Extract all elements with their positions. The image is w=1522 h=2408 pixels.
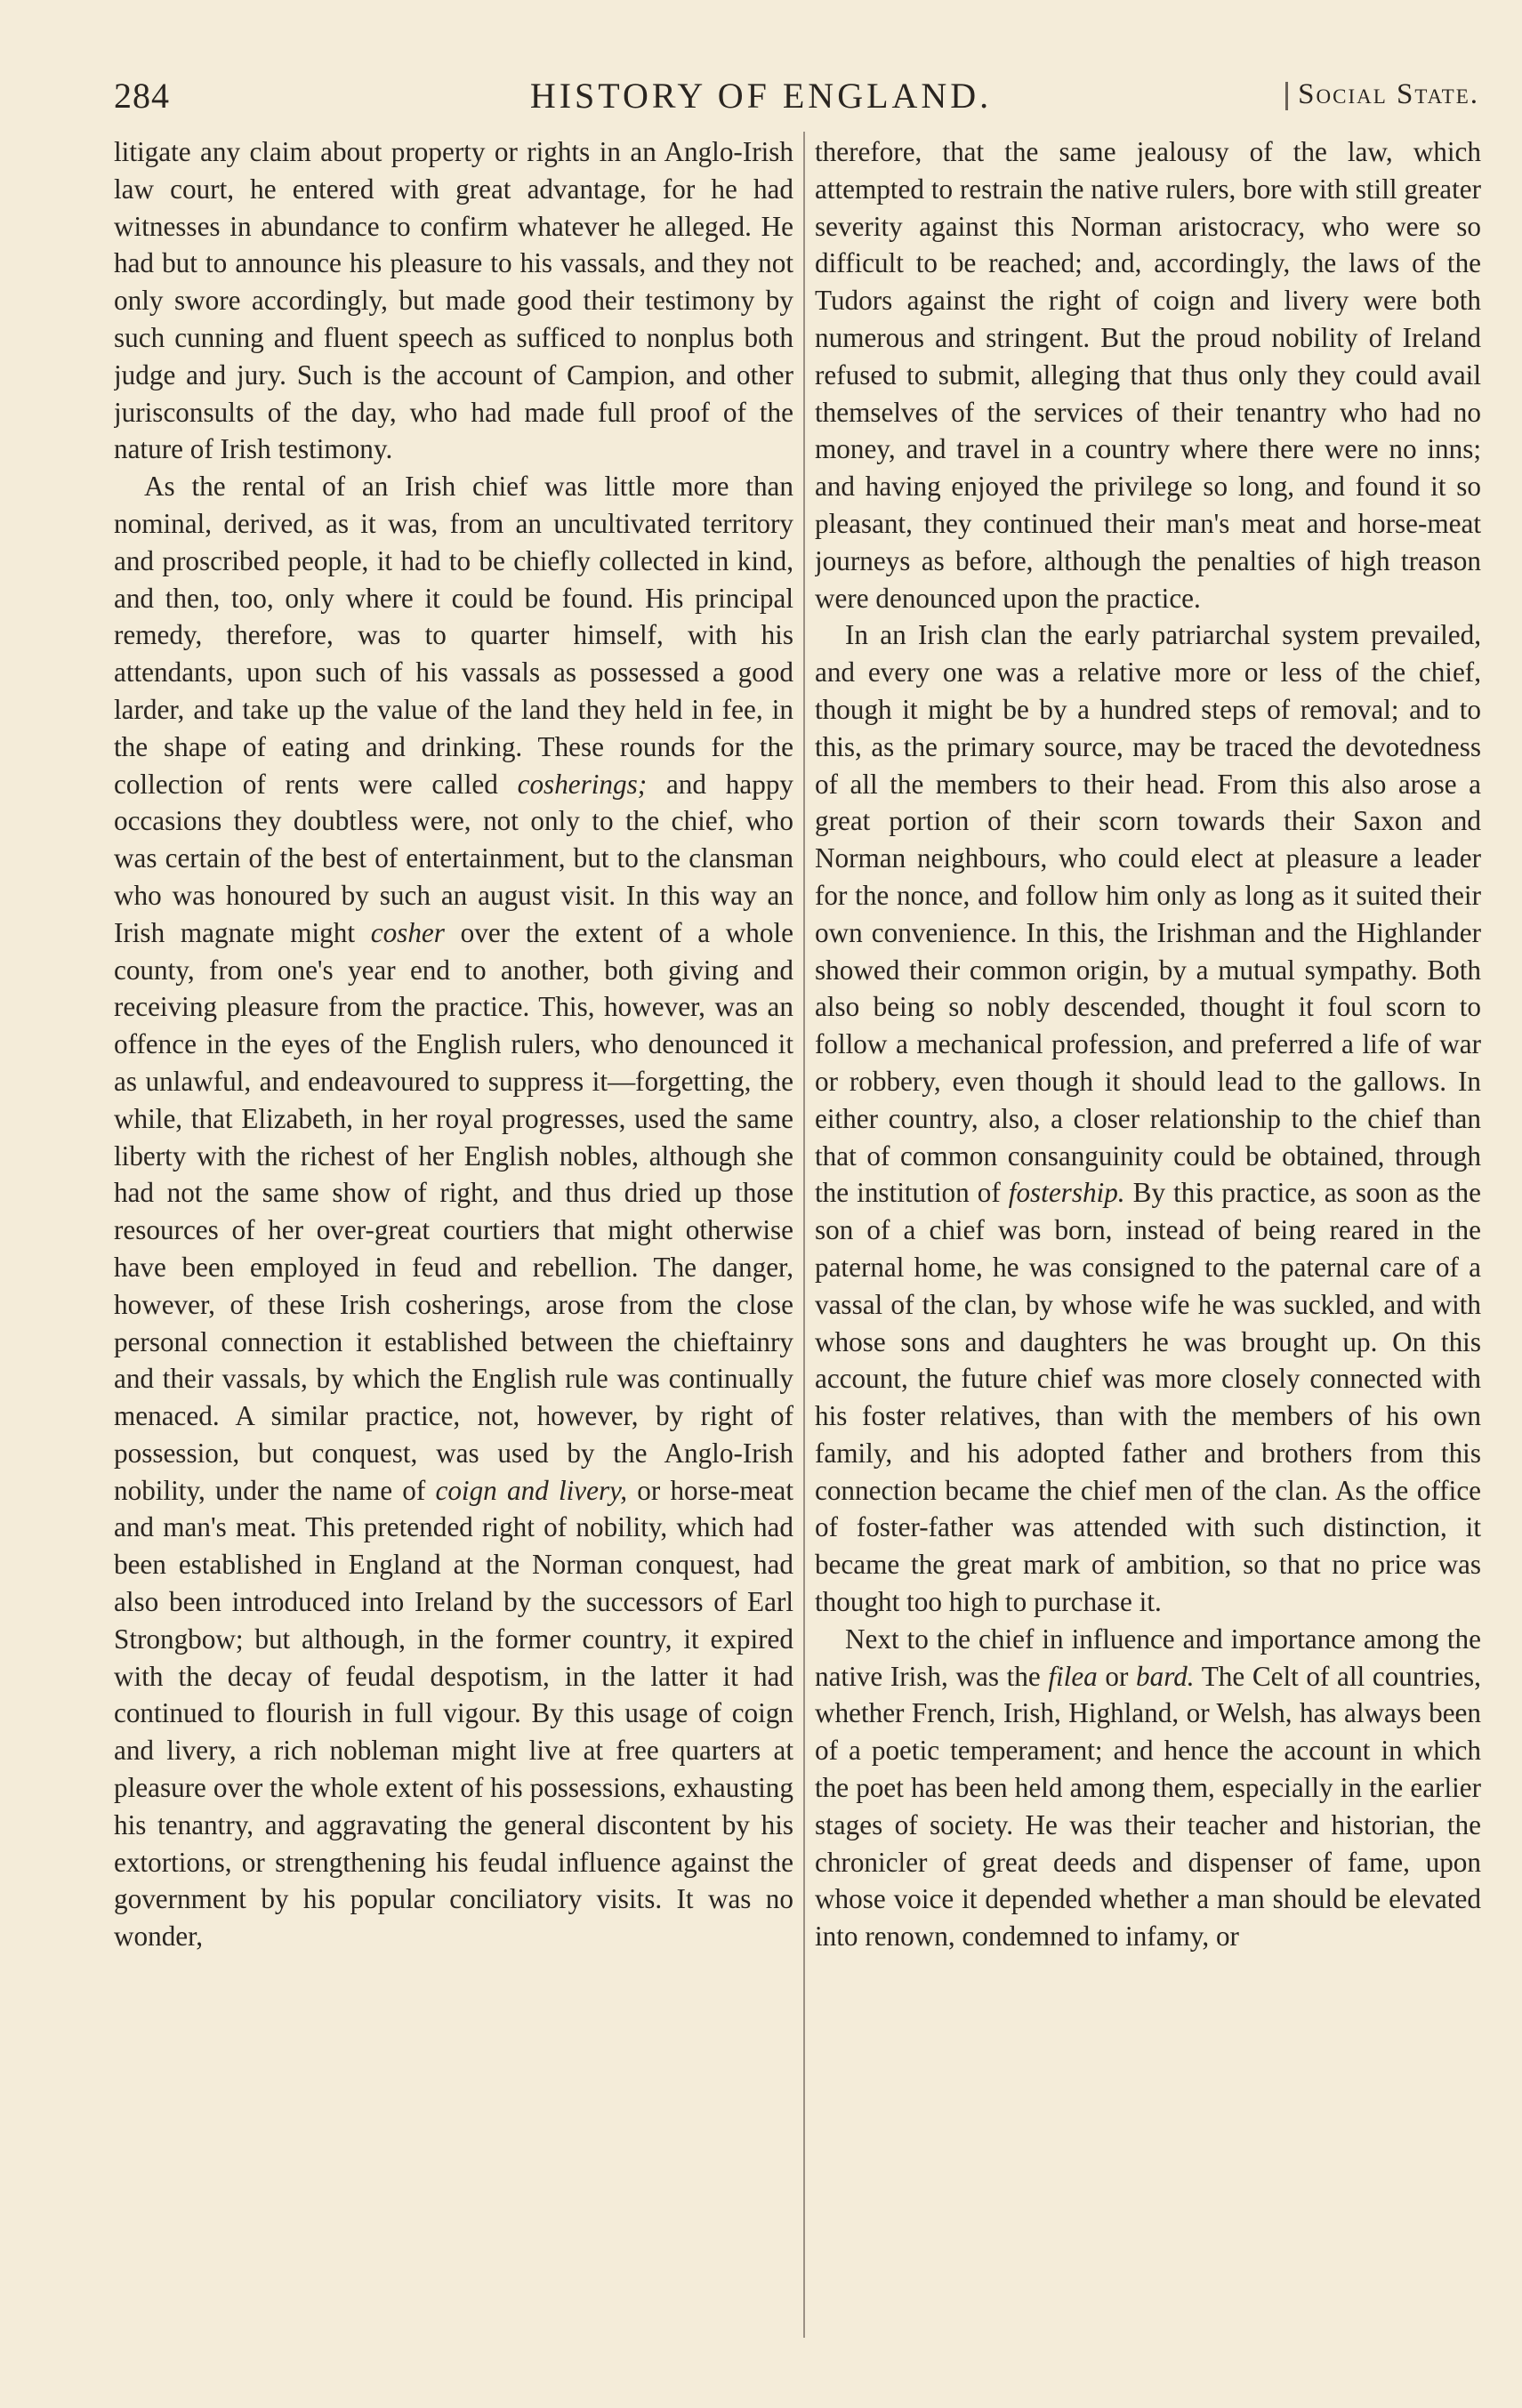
paragraph-text: or — [1097, 1660, 1137, 1692]
paragraph — [815, 1621, 1481, 1955]
section-title: Social State. — [1298, 78, 1479, 110]
italic-term: coign and livery, — [435, 1474, 628, 1506]
italic-term: cosher — [370, 916, 445, 948]
paragraph-text: therefore, that the same jealousy of the law, which attempted to restrain the native rulers, bore with still greater severity against this Norman aristocracy, who were so difficult to be reached; and, accordingly, the laws of the Tudors against the right of coign and livery were both numerous and stringent. But the proud nobility of Ireland refused to submit, alleging that thus only they could avail themselves of the services of their tenantry who had no money, and travel in a country where there were no inns; and having enjoyed the privilege so long, and found it so pleasant, they continued their man's meat and horse-meat journeys as before, although the penalties of high treason were denounced upon the practice. — [815, 136, 1481, 614]
italic-term: fostership. — [1008, 1177, 1125, 1209]
column-divider — [803, 132, 805, 2338]
paragraph — [815, 616, 1481, 1621]
paragraph-text: By this practice, as soon as the son of a chief was born, instead of being reared in the paternal home, he was consigned to the paternal care of a vassal of the clan, by whose wife he was suckled, and with whose sons and daughters he was brought up. On this account, the future chief was more closely connected with his foster relatives, than with the members of his own family, and his adopted father and brothers from this connection became the chief men of the clan. As the office of foster-father was attended with such distinction, it became the great mark of ambition, so that no price was thought too high to purchase it. — [815, 1177, 1481, 1618]
paragraph-text: In an Irish clan the early patriarchal system prevailed, and every one was a relative more or less of the chief, though it might be by a hundred steps of removal; and to this, as the primary source, may be traced the devotedness of all the members to their head. From this also arose a great portion of their scorn towards their Saxon and Norman neighbours, who could elect at pleasure a leader for the nonce, and follow him only as long as it suited their own convenience. In this, the Irishman and the Highlander showed their common origin, by a mutual sympathy. Both also being so nobly descended, thought it foul scorn to follow a mechanical profession, and preferred a life of war or robbery, even though it should lead to the gallows. In either country, also, a closer relationship to the chief than that of common consanguinity could be obtained, through the institution of — [815, 619, 1481, 1209]
running-header — [0, 64, 1522, 117]
right-column — [815, 133, 1481, 2340]
paragraph — [815, 133, 1481, 616]
italic-term: filea — [1048, 1660, 1098, 1692]
paragraph — [114, 133, 793, 468]
running-title: HISTORY OF ENGLAND. — [529, 76, 993, 116]
italic-term: cosherings; — [517, 768, 648, 800]
paragraph-text: over the extent of a whole county, from one's year end to another, both giving and receiving pleasure from the practice. This, however, was an offence in the eyes of the English rulers, who denounced it as unlawful, and endeavoured to suppress it—forgetting, the while, that Elizabeth, in her royal progresses, used the same liberty with the richest of her English nobles, although she had not the same show of right, and thus dried up those resources of her over-great courtiers that might otherwise have been employed in feud and rebellion. The danger, however, of these Irish cosherings, arose from the close personal connection it established between the chieftainry and their vassals, by which the English rule was continually menaced. A similar practice, not, however, by right of possession, but conquest, was used by the Anglo-Irish nobility, under the name of — [114, 916, 793, 1506]
paragraph-text: or horse-meat and man's meat. This pretended right of nobility, which had been established in England at the Norman conquest, had also been introduced into Ireland by the successors of Earl Strongbow; but although, in the former country, it expired with the decay of feudal despotism, in the latter it had continued to flourish in full vigour. By this usage of coign and livery, a rich nobleman might live at free quarters at pleasure over the whole extent of his possessions, exhausting his tenantry, and aggravating the general discontent by his extortions, or strengthening his feudal influence against the government by his popular conciliatory visits. It was no wonder, — [114, 1474, 793, 1953]
italic-term: bard. — [1136, 1660, 1195, 1692]
paragraph-text: Next to the chief in influence and importance among the native Irish, was the — [815, 1623, 1481, 1692]
paragraph — [114, 468, 793, 1955]
paragraph-text: litigate any claim about property or rights in an Anglo-Irish law court, he entered with great advantage, for he had witnesses in abundance to confirm whatever he alleged. He had but to announce his pleasure to his vassals, and they not only swore accordingly, but made good their testimony by such cunning and fluent speech as sufficed to nonplus both judge and jury. Such is the account of Campion, and other jurisconsults of the day, who had made full proof of the nature of Irish testimony. — [114, 136, 793, 465]
paragraph-text: As the rental of an Irish chief was little more than nominal, derived, as it was, from an uncultivated territory and proscribed people, it had to be chiefly collected in kind, and then, too, only where it could be found. His principal remedy, therefore, was to quarter himself, with his attendants, upon such of his vassals as possessed a good larder, and take up the value of the land they held in fee, in the shape of eating and drinking. These rounds for the collection of rents were called — [114, 471, 793, 800]
left-column — [114, 133, 793, 2340]
paragraph-text: The Celt of all countries, whether French, Irish, Highland, or Welsh, has always been of a poetic temperament; and hence the account in which the poet has been held among them, especially in the earlier stages of society. He was their teacher and historian, the chronicler of great deeds and dispenser of fame, upon whose voice it depended whether a man should be elevated into renown, condemned to infamy, or — [815, 1660, 1481, 1953]
paragraph-text: and happy occasions they doubtless were, not only to the chief, who was certain of the best of entertainment, but to the clansman who was honoured by such an august visit. In this way an Irish magnate might — [114, 768, 793, 948]
page-number: 284 — [114, 76, 170, 116]
